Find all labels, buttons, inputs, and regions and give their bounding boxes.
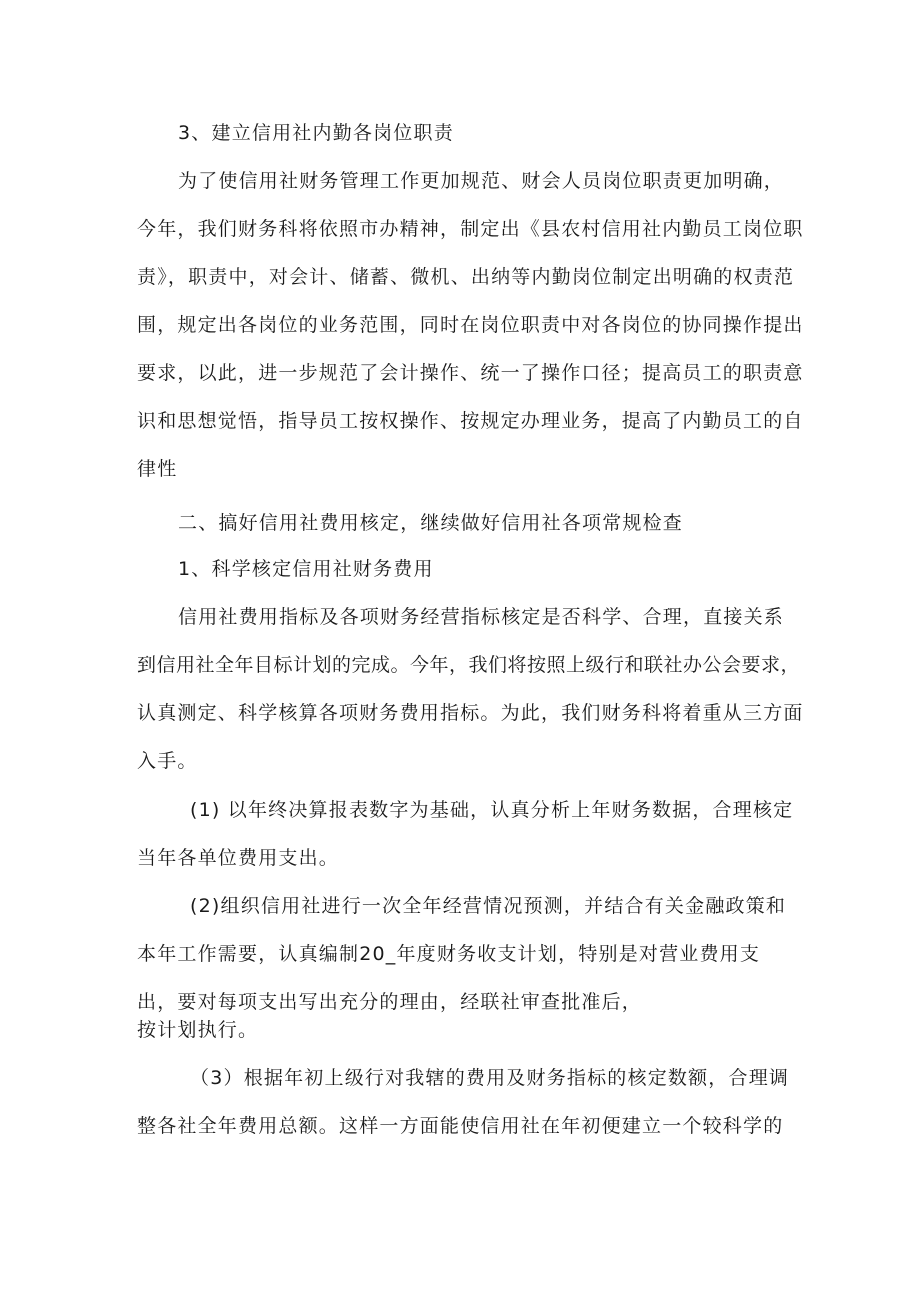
subsection-heading: 1、科学核定信用社财务费用 [178,558,434,580]
list-item-line: 出，要对每项支出写出充分的理由，经联社审查批准后， [137,991,643,1013]
paragraph-line: 到信用社全年目标计划的完成。今年，我们将按照上级行和联社办公会要求， [137,654,801,676]
list-item-line: (1) 以年终决算报表数字为基础，认真分析上年财务数据，合理核定 [190,799,794,821]
list-item-line: 本年工作需要，认真编制20_年度财务收支计划，特别是对营业费用支 [137,943,761,965]
paragraph-line: 为了使信用社财务管理工作更加规范、财会人员岗位职责更加明确， [178,170,785,192]
paragraph-line: 认真测定、科学核算各项财务费用指标。为此，我们财务科将着重从三方面 [137,702,804,724]
section-heading: 二、搞好信用社费用核定，继续做好信用社各项常规检查 [178,512,684,534]
list-item-line: 按计划执行。 [137,1019,259,1041]
list-item-line: （3）根据年初上级行对我辖的费用及财务指标的核定数额，合理调 [190,1067,790,1089]
list-item-line: (2)组织信用社进行一次全年经营情况预测，并结合有关金融政策和 [190,895,787,917]
paragraph-line: 律性 [137,458,178,480]
paragraph-line: 信用社费用指标及各项财务经营指标核定是否科学、合理，直接关系 [178,606,785,628]
section-heading: 3、建立信用社内勤各岗位职责 [178,122,454,144]
paragraph-line: 围，规定出各岗位的业务范围，同时在岗位职责中对各岗位的协同操作提出 [137,314,804,336]
list-item-line: 当年各单位费用支出。 [137,847,340,869]
paragraph-line: 要求，以此，进一步规范了会计操作、统一了操作口径；提高员工的职责意 [137,362,804,384]
paragraph-line: 责》，职责中，对会计、储蓄、微机、出纳等内勤岗位制定出明确的权责范 [137,266,795,288]
list-item-line: 整各社全年费用总额。这样一方面能使信用社在年初便建立一个较科学的 [137,1115,784,1137]
paragraph-line: 识和思想觉悟，指导员工按权操作、按规定办理业务，提高了内勤员工的自 [137,410,804,432]
paragraph-line: 今年，我们财务科将依照市办精神，制定出《县农村信用社内勤员工岗位职 [137,218,804,240]
paragraph-line: 入手。 [137,750,198,772]
